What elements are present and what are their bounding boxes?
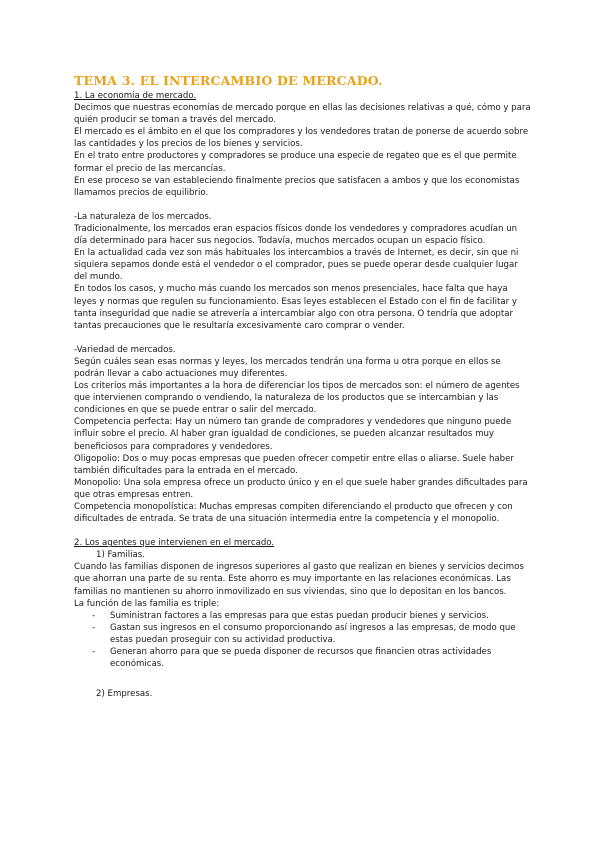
- paragraph: Tradicionalmente, los mercados eran espacios físicos donde los vendedores y compradores acudían un día determinado para hacer sus negocios. Todavía, muchos mercados ocupan un espacio físico.: [74, 223, 518, 247]
- paragraph: Los criterios más importantes a la hora de diferenciar los tipos de mercados son: el número de agentes que intervienen comprando o vendiendo, la naturaleza de los productos que se intercambian y las condiciones en que se puede entrar o salir del mercado.: [74, 381, 520, 416]
- paragraph: El mercado es el ámbito en el que los compradores y los vendedores tratan de ponerse de acuerdo sobre las cantidades y los precios de los bienes y servicios.: [74, 127, 529, 150]
- spacer: [74, 525, 532, 537]
- paragraph: La función de las familia es triple:: [74, 598, 220, 609]
- section-heading-agentes: 2. Los agentes que intervienen en el mercado.: [74, 538, 275, 549]
- bullet-mark: -: [92, 647, 96, 658]
- list-item: [74, 622, 532, 646]
- subheading-naturaleza: -La naturaleza de los mercados.: [74, 211, 212, 222]
- paragraph-competencia-monopolistica: Competencia monopolística: Muchas empresas compiten diferenciando el producto que ofrecen y con dificultades de entrada. Se trata de una situación intermedia entre la competencia y el monopolio.: [74, 502, 513, 525]
- paragraph: En el trato entre productores y compradores se produce una especie de regateo que es el que permite formar el precio de las mercancías.: [74, 151, 517, 174]
- paragraph: En la actualidad cada vez son más habituales los intercambios a través de Internet, es decir, sin que ni siquiera sepamos donde está el vendedor o el comprador, pues se puede operar desde cualquier lugar del mundo.: [74, 248, 519, 283]
- bullet-mark: -: [92, 610, 96, 621]
- list-item-text: Generan ahorro para que se pueda disponer de recursos que financien otras actividades económicas.: [110, 647, 492, 670]
- document-title: TEMA 3. EL INTERCAMBIO DE MERCADO.: [74, 73, 383, 88]
- paragraph: Según cuáles sean esas normas y leyes, los mercados tendrán una forma u otra porque en ellos se podrán llevar a cabo actuaciones muy diferentes.: [74, 356, 501, 379]
- document-page: [74, 74, 532, 700]
- paragraph-competencia-perfecta: Competencia perfecta: Hay un número tan grande de compradores y vendedores que ninguno puede influir sobre el precio. Al haber gran igualdad de condiciones, se pueden alcanzar resultados muy beneficiosos para compradores y vendedores.: [74, 417, 512, 452]
- numbered-item-familias: 1) Familias.: [96, 550, 145, 561]
- paragraph-monopolio: Monopolio: Una sola empresa ofrece un producto único y en el que suele haber grandes dificultades para que otras empresas entren.: [74, 477, 528, 500]
- paragraph-oligopolio: Oligopolio: Dos o muy pocas empresas que pueden ofrecer competir entre ellas o aliarse. Suele haber también dificultades para la entrada en el mercado.: [74, 453, 514, 476]
- paragraph: En ese proceso se van estableciendo finalmente precios que satisfacen a ambos y que los economistas llamamos precios de equilibrio.: [74, 175, 520, 198]
- list-item-text: Suministran factores a las empresas para que estas puedan producir bienes y servicios.: [110, 610, 489, 621]
- paragraph: Cuando las familias disponen de ingresos superiores al gasto que realizan en bienes y servicios decimos que ahorran una parte de su renta. Este ahorro es muy importante en las relaciones económicas. Las familias no mantienen su ahorro inmovilizado en sus viviendas, sino que lo depositan en los bancos.: [74, 562, 524, 597]
- spacer: [74, 670, 532, 688]
- list-item-text: Gastan sus ingresos en el consumo proporcionando así ingresos a las empresas, de modo que estas puedan proseguir con su actividad productiva.: [110, 622, 516, 645]
- list-item: [74, 610, 532, 622]
- bullet-list: [74, 610, 532, 670]
- paragraph: En todos los casos, y mucho más cuando los mercados son menos presenciales, hace falta que haya leyes y normas que regulen su funcionamiento. Esas leyes establecen el Estado con el fin de facilitar y tanta inseguridad que nadie se atrevería a intercambiar algo con otra persona. O tendría que adoptar tantas precauciones que le resultaría excesivamente caro comprar o vender.: [74, 284, 517, 331]
- spacer: [74, 332, 532, 344]
- section-heading-economia: 1. La economía de mercado.: [74, 91, 197, 101]
- paragraph: Decimos que nuestras economías de mercado porque en ellas las decisiones relativas a qué, cómo y para quién producir se toman a través del mercado.: [74, 103, 531, 126]
- spacer: [74, 199, 532, 211]
- numbered-item-empresas: 2) Empresas.: [96, 689, 153, 700]
- subheading-variedad: -Variedad de mercados.: [74, 344, 176, 355]
- bullet-mark: -: [92, 622, 96, 633]
- list-item: [74, 646, 532, 670]
